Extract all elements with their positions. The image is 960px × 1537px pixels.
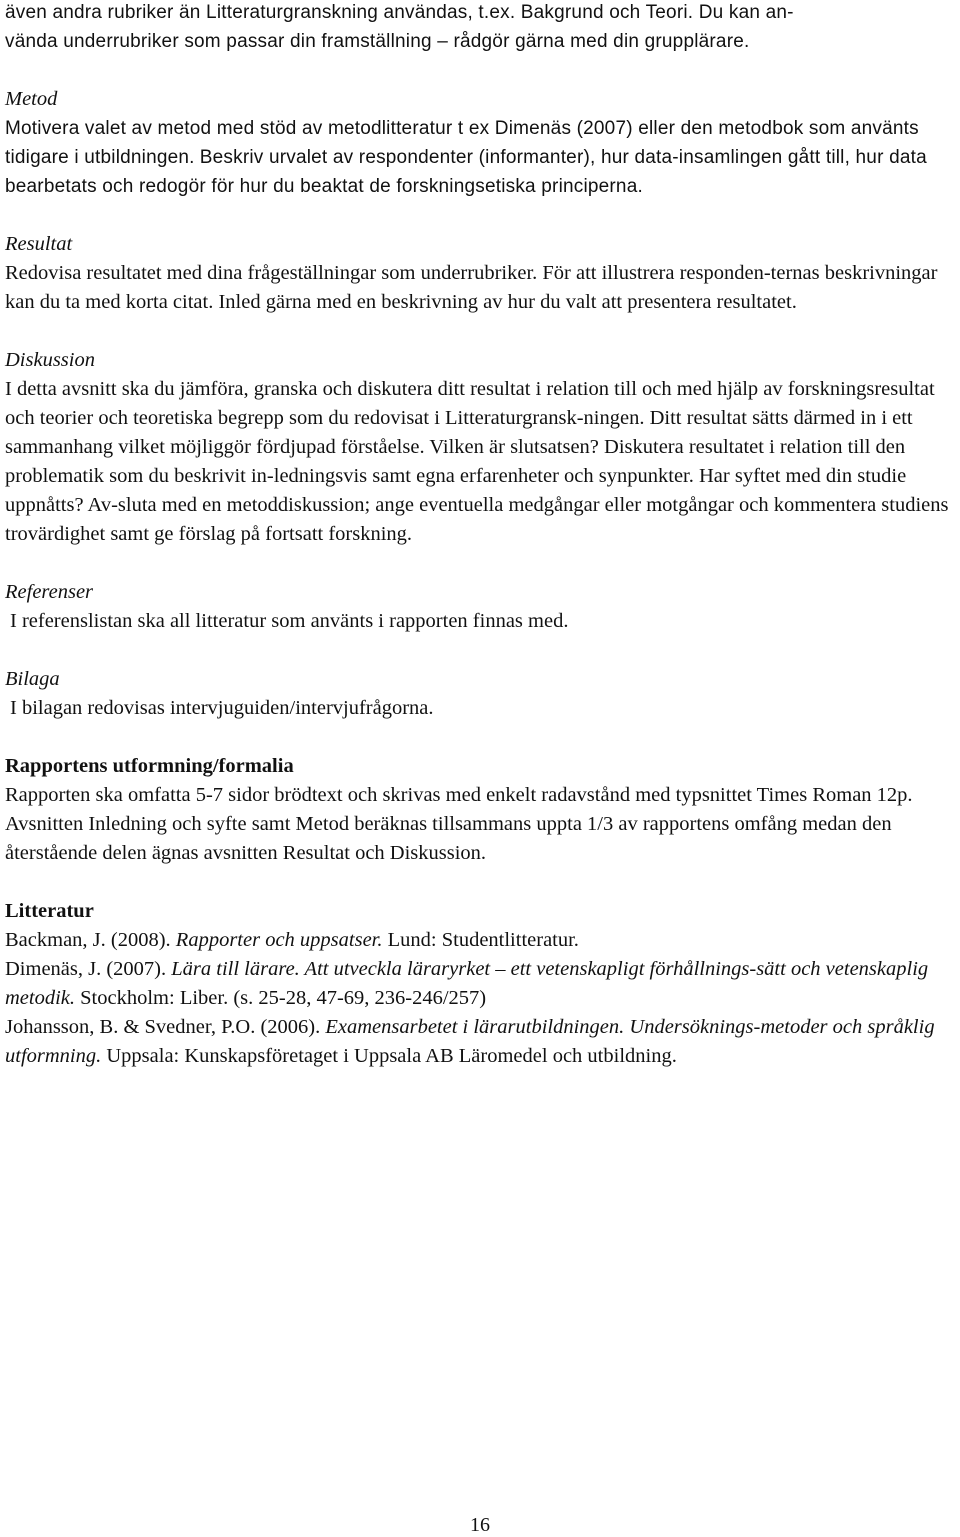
- page-number: 16: [470, 1514, 490, 1536]
- reference-title: Lära till lärare. Att utveckla läraryrket – ett vetenskapligt förhållnings-sätt och vetenskaplig metodik.: [5, 958, 929, 1009]
- metod-paragraph: [5, 114, 955, 201]
- utformning-paragraph: Rapporten ska omfatta 5-7 sidor brödtext och skrivas med enkelt radavstånd med typsnittet Times Roman 12p. Avsnitten Inledning och syfte samt Metod beräknas tillsammans uppta 1/3 av rapportens omfång medan den återstående delen ägnas avsnitten Resultat och Diskussion.: [5, 784, 913, 864]
- reference-entry: [5, 926, 955, 955]
- reference-publisher: Lund: Studentlitteratur.: [382, 929, 579, 951]
- section-heading-referenser: Referenser: [5, 581, 94, 603]
- reference-entry: [5, 955, 955, 1013]
- intro-line-2: vända underrubriker som passar din framställning – rådgör gärna med din grupplärare.: [5, 31, 750, 52]
- reference-publisher: Uppsala: Kunskapsföretaget i Uppsala AB Läromedel och utbildning.: [101, 1045, 677, 1067]
- reference-author: Backman, J. (2008).: [5, 929, 176, 951]
- resultat-paragraph: Redovisa resultatet med dina frågeställningar som underrubriker. För att illustrera responden-ternas beskrivningar kan du ta med korta citat. Inled gärna med en beskrivning av hur du valt att presentera resultatet.: [5, 262, 938, 313]
- metod-text-a: Motivera valet av metod med stöd av metodlitteratur t ex Dimenäs (2007) eller den metodbok som använts tidigare i utbildningen.: [5, 118, 919, 168]
- section-heading-resultat: Resultat: [5, 233, 73, 255]
- document-page: [5, 0, 955, 1071]
- intro-line-1: även andra rubriker än Litteraturgranskning användas, t.ex. Bakgrund och Teori. Du kan an-: [5, 2, 794, 23]
- diskussion-paragraph: I detta avsnitt ska du jämföra, granska och diskutera ditt resultat i relation till och med hjälp av forskningsresultat och teorier och teoretiska begrepp som du redovisat i Litteraturgransk-ningen. Ditt resultat sätts därmed in i ett sammanhang vilket möjliggör fördjupad förståelse. Vilken är slutsatsen? Diskutera resultatet i relation till den problematik som du beskrivit in-ledningsvis samt egna erfarenheter och synpunkter. Har syftet med din studie uppnåtts? Av-sluta med en metoddiskussion; ange eventuella medgångar eller motgångar och kommentera studiens trovärdighet samt ge förslag på fortsatt forskning.: [5, 378, 949, 545]
- bilaga-paragraph: I bilagan redovisas intervjuguiden/intervjufrågorna.: [10, 697, 434, 719]
- section-heading-bilaga: Bilaga: [5, 668, 60, 690]
- reference-title: Rapporter och uppsatser.: [175, 929, 383, 951]
- reference-title: Examensarbetet i lärarutbildningen. Undersöknings-metoder och språklig utformning.: [5, 1016, 935, 1067]
- reference-author: Dimenäs, J. (2007).: [5, 958, 172, 980]
- reference-author: Johansson, B. & Svedner, P.O. (2006).: [5, 1016, 326, 1038]
- reference-entry: [5, 1013, 955, 1071]
- referenser-paragraph: I referenslistan ska all litteratur som använts i rapporten finnas med.: [10, 610, 569, 632]
- section-heading-utformning: Rapportens utformning/formalia: [5, 755, 294, 777]
- section-heading-metod: Metod: [5, 88, 58, 110]
- section-heading-litteratur: Litteratur: [5, 900, 94, 922]
- metod-text-b: Beskriv urvalet av respondenter (informanter), hur data-insamlingen gått till, hur data bearbetats och redogör för hur du beaktat de forskningsetiska principerna.: [5, 147, 927, 197]
- section-heading-diskussion: Diskussion: [5, 349, 95, 371]
- reference-publisher: Stockholm: Liber. (s. 25-28, 47-69, 236-246/257): [75, 987, 487, 1009]
